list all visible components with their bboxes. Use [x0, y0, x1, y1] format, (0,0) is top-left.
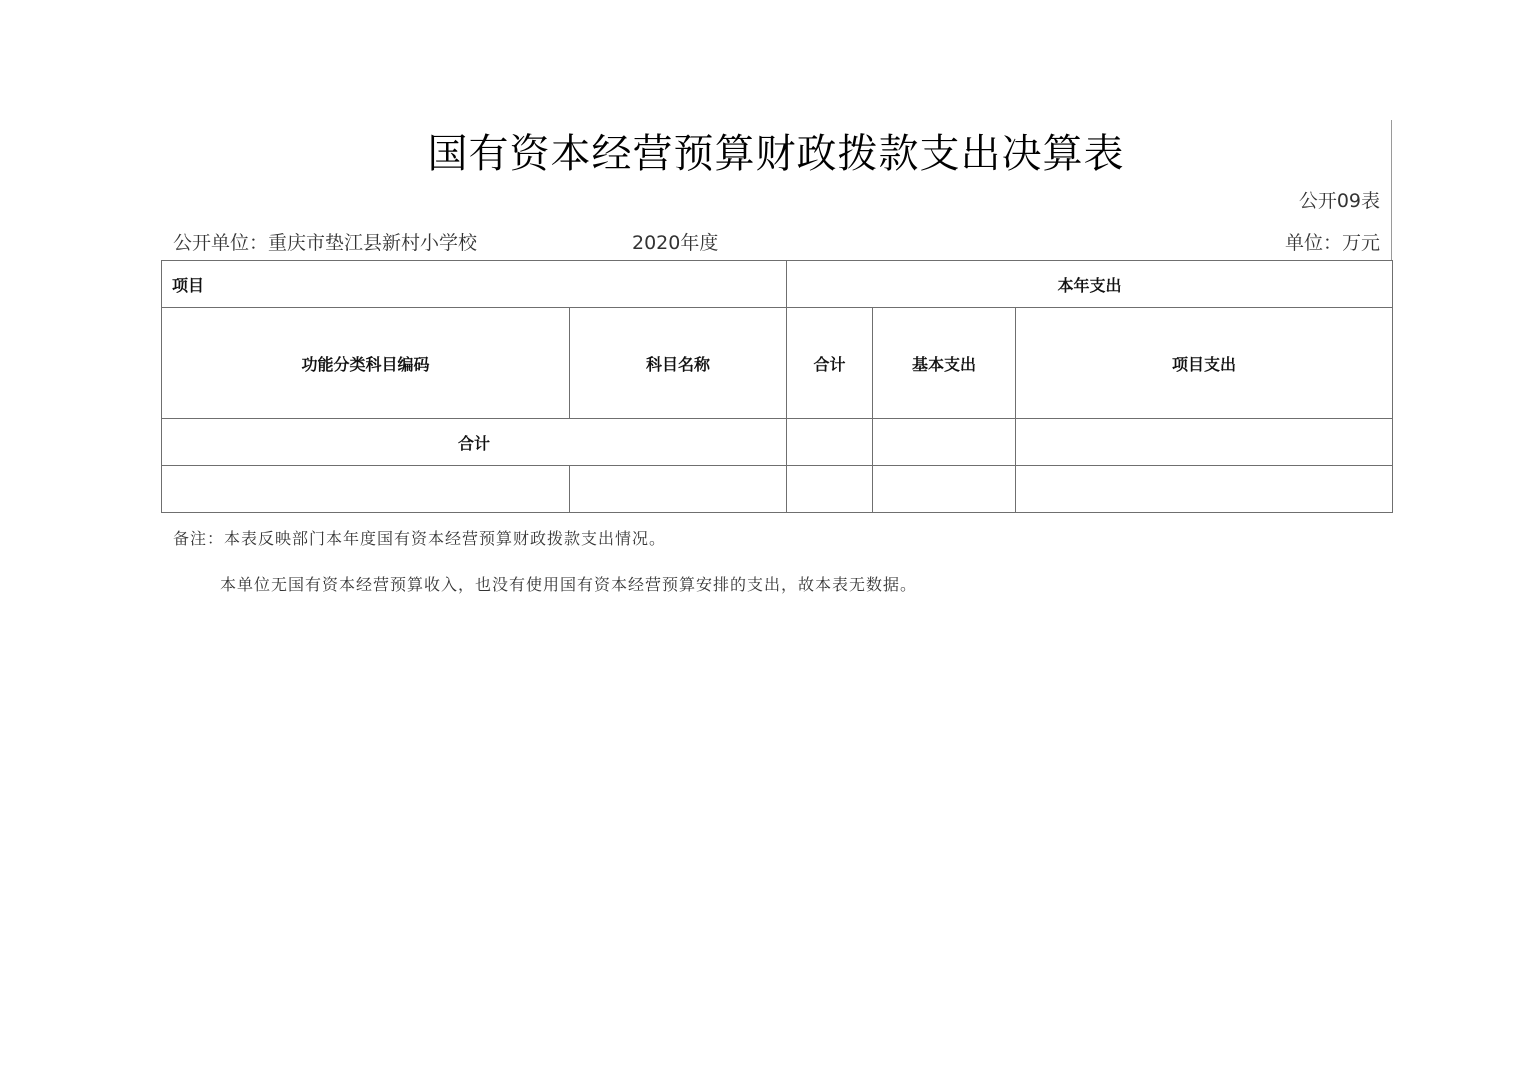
expense-table — [161, 260, 1393, 513]
header-subject-name: 科目名称 — [570, 308, 787, 419]
header-current-year-expense: 本年支出 — [787, 261, 1393, 308]
row-function-code — [162, 466, 570, 513]
header-function-code: 功能分类科目编码 — [162, 308, 570, 419]
explanation-note: 本单位无国有资本经营预算收入，也没有使用国有资本经营预算安排的支出，故本表无数据。 — [220, 575, 918, 594]
row-basic-expense — [873, 466, 1016, 513]
header-item: 项目 — [162, 261, 787, 308]
reporting-unit: 公开单位：重庆市垫江县新村小学校 — [173, 232, 478, 254]
row-project-expense — [1016, 466, 1393, 513]
form-code: 公开09表 — [1298, 190, 1380, 212]
report-year: 2020年度 — [632, 232, 719, 254]
header-basic-expense: 基本支出 — [873, 308, 1016, 419]
total-row-project — [1016, 419, 1393, 466]
document-title: 国有资本经营预算财政拨款支出决算表 — [427, 131, 1125, 177]
row-subject-name — [570, 466, 787, 513]
header-total: 合计 — [787, 308, 873, 419]
total-row-basic — [873, 419, 1016, 466]
header-project-expense: 项目支出 — [1016, 308, 1393, 419]
total-row-total — [787, 419, 873, 466]
table-header-row — [162, 261, 1393, 308]
row-total — [787, 466, 873, 513]
table-row — [162, 466, 1393, 513]
money-unit: 单位：万元 — [1284, 232, 1380, 254]
remark-note: 备注：本表反映部门本年度国有资本经营预算财政拨款支出情况。 — [173, 529, 667, 548]
table-subheader-row — [162, 308, 1393, 419]
total-row — [162, 419, 1393, 466]
total-row-label: 合计 — [162, 419, 787, 466]
